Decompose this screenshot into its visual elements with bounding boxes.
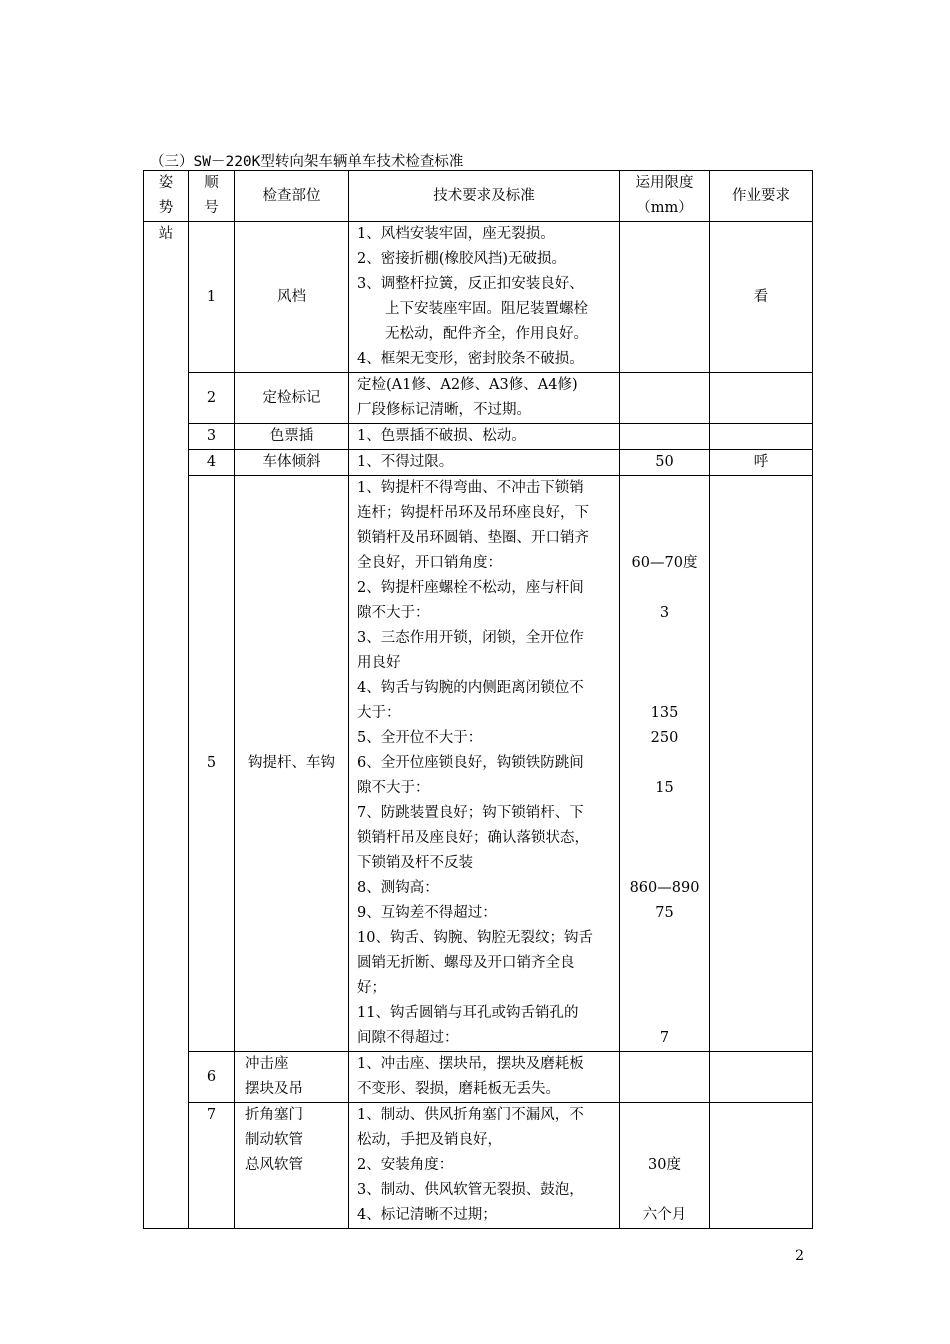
limit-line bbox=[620, 1128, 709, 1153]
inspection-table bbox=[143, 170, 813, 1229]
row-limit bbox=[620, 476, 710, 1052]
row-tech bbox=[349, 1052, 620, 1103]
limit-line: 135 bbox=[650, 705, 679, 721]
tech-line: 松动，手把及销良好， bbox=[357, 1132, 502, 1148]
tech-line: 1、色票插不破损、松动。 bbox=[357, 428, 526, 444]
row-action bbox=[710, 373, 813, 424]
tech-line: 5、全开位不大于： bbox=[357, 730, 483, 746]
limit-line: 60—70度 bbox=[631, 555, 698, 571]
table-row bbox=[144, 450, 813, 476]
limit-line bbox=[620, 826, 709, 851]
row-limit bbox=[620, 373, 710, 424]
tech-line: 3、调整杆拉簧，反正扣安装良好、 bbox=[357, 276, 584, 292]
row-action: 呼 bbox=[710, 450, 813, 476]
limit-line bbox=[620, 926, 709, 951]
tech-line: 连杆；钩提杆吊环及吊环座良好，下 bbox=[357, 505, 589, 521]
row-part: 色票插 bbox=[235, 424, 349, 450]
tech-line: 上下安装座牢固。阻尼装置螺栓 bbox=[385, 301, 588, 317]
tech-line: 1、冲击座、摆块吊，摆块及磨耗板 bbox=[357, 1056, 584, 1072]
limit-line bbox=[620, 976, 709, 1001]
limit-line: 3 bbox=[659, 605, 670, 621]
tech-line: 1、制动、供风折角塞门不漏风，不 bbox=[357, 1107, 584, 1123]
tech-line: 用良好 bbox=[357, 655, 401, 671]
row-part: 风档 bbox=[235, 222, 349, 373]
row-tech bbox=[349, 373, 620, 424]
row-part bbox=[235, 1103, 349, 1229]
header-posture-char: 姿 bbox=[158, 175, 174, 191]
tech-line: 1、不得过限。 bbox=[357, 454, 454, 470]
row-seq: 3 bbox=[189, 424, 235, 450]
tech-line: 隙不大于： bbox=[357, 605, 430, 621]
limit-line bbox=[620, 526, 709, 551]
limit-line: 15 bbox=[655, 780, 674, 796]
limit-line: 860—890 bbox=[629, 880, 700, 896]
table-row bbox=[144, 1103, 813, 1229]
page-number: 2 bbox=[795, 1248, 804, 1264]
row-seq: 4 bbox=[189, 450, 235, 476]
limit-line bbox=[620, 576, 709, 601]
tech-line: 11、钩舌圆销与耳孔或钩舌销孔的 bbox=[357, 1005, 579, 1021]
header-tech: 技术要求及标准 bbox=[349, 171, 620, 222]
limit-line bbox=[620, 1103, 709, 1128]
limit-line: 75 bbox=[655, 905, 674, 921]
row-part bbox=[235, 1052, 349, 1103]
tech-line: 2、安装角度： bbox=[357, 1157, 454, 1173]
row-action bbox=[710, 1052, 813, 1103]
tech-line: 3、三态作用开锁，闭锁，全开位作 bbox=[357, 630, 584, 646]
page-title: （三）SW－220K型转向架车辆单车技术检查标准 bbox=[150, 154, 464, 170]
tech-line: 3、制动、供风软管无裂损、鼓泡， bbox=[357, 1182, 584, 1198]
header-seq-char: 顺 bbox=[204, 175, 219, 191]
tech-line: 全良好，开口销角度： bbox=[357, 555, 502, 571]
table-row bbox=[144, 476, 813, 1052]
row-part: 车体倾斜 bbox=[235, 450, 349, 476]
limit-line bbox=[620, 751, 709, 776]
limit-line: 30度 bbox=[648, 1157, 681, 1173]
tech-line: 6、全开位座锁良好，钩锁铁防跳间 bbox=[357, 755, 584, 771]
table-row bbox=[144, 1052, 813, 1103]
limit-line bbox=[620, 851, 709, 876]
row-limit bbox=[620, 1052, 710, 1103]
row-seq: 1 bbox=[189, 222, 235, 373]
tech-line: 圆销无折断、螺母及开口销齐全良 bbox=[357, 955, 575, 971]
limit-line bbox=[620, 1001, 709, 1026]
tech-line: 4、标记清晰不过期； bbox=[357, 1207, 497, 1223]
tech-line: 2、钩提杆座螺栓不松动，座与杆间 bbox=[357, 580, 584, 596]
tech-line: 间隙不得超过： bbox=[357, 1030, 459, 1046]
row-seq: 2 bbox=[189, 373, 235, 424]
row-limit bbox=[620, 424, 710, 450]
tech-line: 大于： bbox=[357, 705, 401, 721]
header-action: 作业要求 bbox=[710, 171, 813, 222]
row-tech bbox=[349, 222, 620, 373]
limit-line bbox=[620, 1178, 709, 1203]
limit-line: 7 bbox=[659, 1030, 670, 1046]
tech-line: 4、框架无变形，密封胶条不破损。 bbox=[357, 351, 584, 367]
limit-line bbox=[620, 676, 709, 701]
table-row bbox=[144, 222, 813, 373]
part-line: 总风软管 bbox=[245, 1157, 303, 1173]
posture-cell: 站 bbox=[144, 222, 189, 1229]
header-limit bbox=[620, 171, 710, 222]
tech-line: 7、防跳装置良好；钩下锁销杆、下 bbox=[357, 805, 584, 821]
row-tech bbox=[349, 476, 620, 1052]
tech-line: 不变形、裂损，磨耗板无丢失。 bbox=[357, 1081, 560, 1097]
row-action: 看 bbox=[710, 222, 813, 373]
row-tech bbox=[349, 450, 620, 476]
limit-line: 250 bbox=[650, 730, 679, 746]
row-seq: 6 bbox=[189, 1052, 235, 1103]
row-part: 定检标记 bbox=[235, 373, 349, 424]
part-line: 折角塞门 bbox=[245, 1107, 303, 1123]
tech-line: 无松动，配件齐全，作用良好。 bbox=[385, 326, 588, 342]
tech-line: 好； bbox=[357, 980, 386, 996]
limit-line bbox=[620, 651, 709, 676]
tech-line: 厂段修标记清晰，不过期。 bbox=[357, 402, 531, 418]
tech-line: 隙不大于： bbox=[357, 780, 430, 796]
row-action bbox=[710, 476, 813, 1052]
limit-line bbox=[620, 476, 709, 501]
tech-line: 1、钩提杆不得弯曲、不冲击下锁销 bbox=[357, 480, 584, 496]
row-part: 钩提杆、车钩 bbox=[235, 476, 349, 1052]
tech-line: 锁销杆吊及座良好；确认落锁状态， bbox=[357, 830, 589, 846]
header-limit-line2: （mm） bbox=[636, 200, 693, 216]
part-line: 冲击座 bbox=[245, 1056, 289, 1072]
part-line: 摆块及吊 bbox=[245, 1081, 303, 1097]
tech-line: 下锁销及杆不反装 bbox=[357, 855, 473, 871]
row-limit bbox=[620, 222, 710, 373]
tech-line: 1、风档安装牢固，座无裂损。 bbox=[357, 226, 555, 242]
tech-line: 10、钩舌、钩腕、钩腔无裂纹；钩舌 bbox=[357, 930, 593, 946]
table-row bbox=[144, 424, 813, 450]
part-line: 制动软管 bbox=[245, 1132, 303, 1148]
row-limit bbox=[620, 1103, 710, 1229]
row-seq: 5 bbox=[189, 476, 235, 1052]
header-seq bbox=[189, 171, 235, 222]
table-header-row bbox=[144, 171, 813, 222]
limit-line: 六个月 bbox=[642, 1207, 687, 1223]
limit-line bbox=[620, 626, 709, 651]
header-limit-line1: 运用限度 bbox=[635, 175, 694, 191]
table-row bbox=[144, 373, 813, 424]
tech-line: 9、互钩差不得超过： bbox=[357, 905, 497, 921]
limit-line bbox=[620, 801, 709, 826]
tech-line: 8、测钩高： bbox=[357, 880, 439, 896]
tech-line: 4、钩舌与钩腕的内侧距离闭锁位不 bbox=[357, 680, 584, 696]
header-seq-char: 号 bbox=[204, 200, 219, 216]
tech-line: 2、密接折棚(橡胶风挡)无破损。 bbox=[357, 251, 567, 267]
tech-line: 锁销杆及吊环圆销、垫圈、开口销齐 bbox=[357, 530, 589, 546]
header-posture-char: 势 bbox=[158, 200, 174, 216]
row-action bbox=[710, 1103, 813, 1229]
header-part: 检查部位 bbox=[235, 171, 349, 222]
limit-line bbox=[620, 951, 709, 976]
limit-line bbox=[620, 501, 709, 526]
tech-line: 定检(A1修、A2修、A3修、A4修) bbox=[357, 377, 578, 393]
row-tech bbox=[349, 1103, 620, 1229]
row-seq: 7 bbox=[189, 1103, 235, 1229]
header-posture bbox=[144, 171, 189, 222]
row-action bbox=[710, 424, 813, 450]
row-limit: 50 bbox=[620, 450, 710, 476]
row-tech bbox=[349, 424, 620, 450]
